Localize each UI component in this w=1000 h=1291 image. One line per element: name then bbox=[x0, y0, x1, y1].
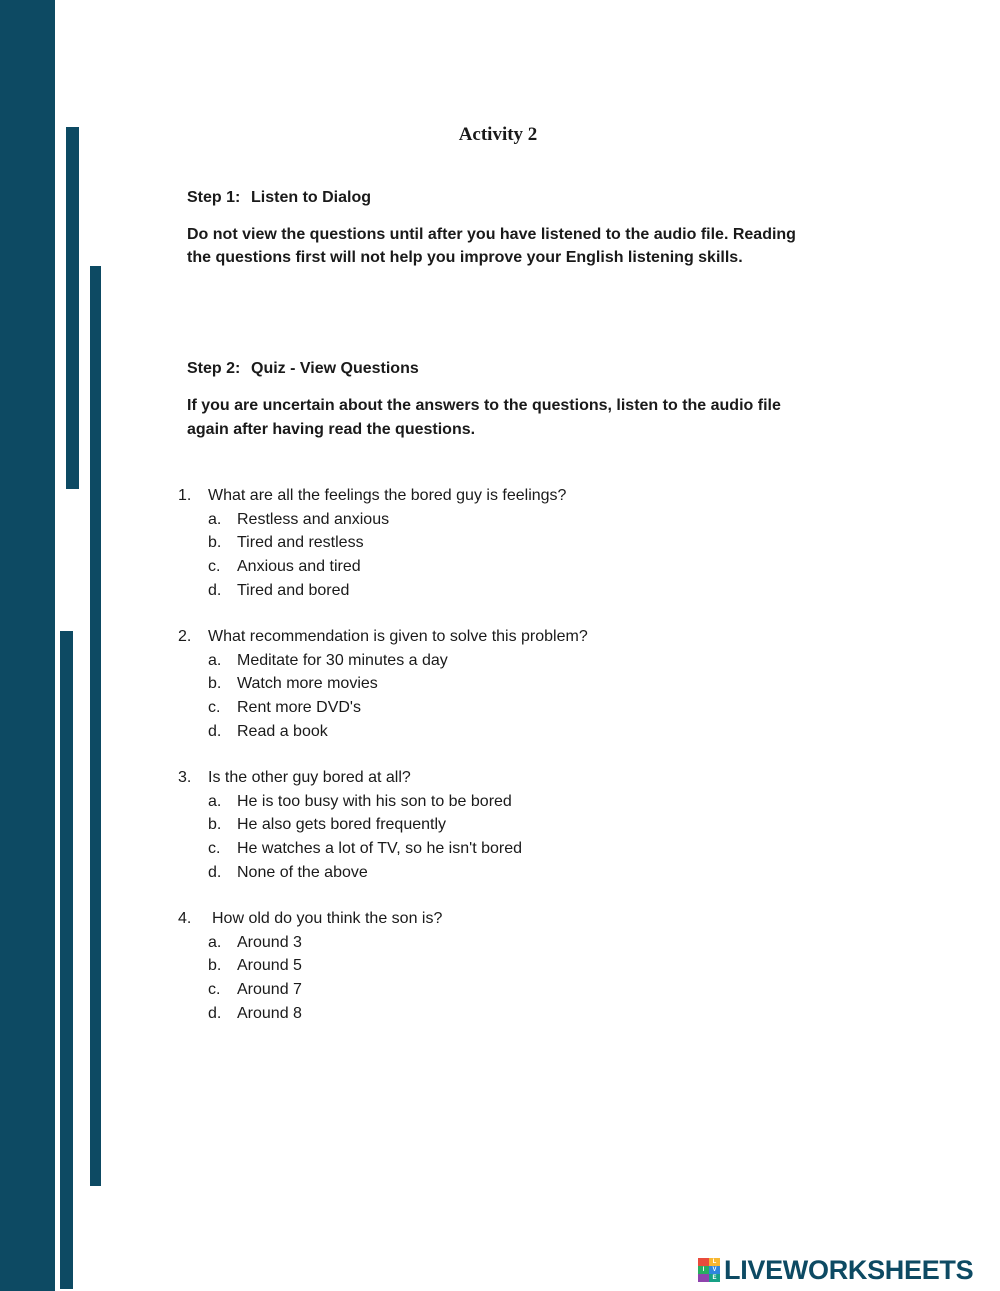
question-text: What recommendation is given to solve this problem? bbox=[208, 627, 588, 645]
option-letter: d. bbox=[208, 1004, 222, 1022]
option-letter: d. bbox=[208, 722, 222, 740]
step2-heading bbox=[187, 357, 419, 381]
logo-mark-cell: L bbox=[709, 1258, 720, 1266]
option-letter: b. bbox=[208, 675, 222, 693]
option-text: None of the above bbox=[237, 863, 368, 881]
option-text: Rent more DVD's bbox=[237, 699, 361, 716]
decorative-stripe-1 bbox=[66, 127, 79, 489]
option-letter: b. bbox=[208, 534, 222, 552]
option-text: Meditate for 30 minutes a day bbox=[237, 651, 448, 669]
left-decorative-bar bbox=[0, 0, 55, 1291]
option-text: Tired and restless bbox=[237, 534, 364, 552]
question-text: What are all the feelings the bored guy is feelings? bbox=[208, 487, 567, 504]
option-letter: a. bbox=[208, 933, 222, 951]
option-letter: a. bbox=[208, 651, 222, 669]
question-text: Is the other guy bored at all? bbox=[208, 768, 411, 786]
option-letter: c. bbox=[208, 980, 221, 998]
option-text: He also gets bored frequently bbox=[237, 816, 447, 834]
option-letter: b. bbox=[208, 816, 222, 834]
logo-mark-cell bbox=[698, 1258, 709, 1266]
question-number: 1. bbox=[178, 487, 192, 504]
logo-mark-cell: E bbox=[709, 1274, 720, 1282]
liveworksheets-logo-icon bbox=[698, 1258, 720, 1282]
option-letter: d. bbox=[208, 581, 222, 599]
option-letter: a. bbox=[208, 510, 222, 528]
logo-mark-cell: V bbox=[709, 1266, 720, 1274]
question-number: 2. bbox=[178, 627, 192, 645]
option-letter: c. bbox=[208, 699, 221, 716]
option-text: He watches a lot of TV, so he isn't bored bbox=[237, 839, 522, 857]
step2-title: Quiz - View Questions bbox=[251, 360, 419, 377]
option-letter: c. bbox=[208, 558, 221, 576]
option-text: Around 3 bbox=[237, 933, 302, 951]
logo-mark-cell bbox=[698, 1274, 709, 1282]
page-title: Activity 2 bbox=[458, 124, 538, 145]
step1-instruction-line-1: Do not view the questions until after you have listened to the audio file. Reading bbox=[187, 226, 796, 243]
question-number: 3. bbox=[178, 768, 192, 786]
option-letter: c. bbox=[208, 839, 221, 857]
question-text: How old do you think the son is? bbox=[212, 909, 443, 927]
step1-title: Listen to Dialog bbox=[251, 189, 371, 206]
step2-instruction-line-2: again after having read the questions. bbox=[187, 421, 476, 438]
step2-label: Step 2: bbox=[187, 360, 241, 377]
option-letter: a. bbox=[208, 792, 222, 810]
liveworksheets-logo[interactable] bbox=[698, 1255, 973, 1285]
option-text: Around 7 bbox=[237, 980, 302, 998]
option-text: Around 8 bbox=[237, 1004, 302, 1022]
step1-heading bbox=[187, 186, 371, 210]
option-letter: b. bbox=[208, 957, 222, 975]
option-text: Around 5 bbox=[237, 957, 302, 975]
option-text: Anxious and tired bbox=[237, 558, 361, 576]
option-text: Read a book bbox=[237, 722, 328, 740]
step2-instruction-line-1: If you are uncertain about the answers to the questions, listen to the audio file bbox=[187, 397, 781, 414]
option-text: Tired and bored bbox=[237, 581, 350, 599]
step1-instruction-line-2: the questions first will not help you improve your English listening skills. bbox=[187, 249, 743, 266]
option-text: Restless and anxious bbox=[237, 510, 390, 528]
option-text: He is too busy with his son to be bored bbox=[237, 792, 512, 810]
option-letter: d. bbox=[208, 863, 222, 881]
logo-mark-cell: I bbox=[698, 1266, 709, 1274]
decorative-stripe-2 bbox=[90, 266, 101, 1186]
question-number: 4. bbox=[178, 909, 192, 927]
step1-label: Step 1: bbox=[187, 189, 241, 206]
option-text: Watch more movies bbox=[237, 675, 378, 693]
logo-text: LIVEWORKSHEETS bbox=[724, 1254, 974, 1285]
decorative-stripe-3 bbox=[60, 631, 73, 1289]
